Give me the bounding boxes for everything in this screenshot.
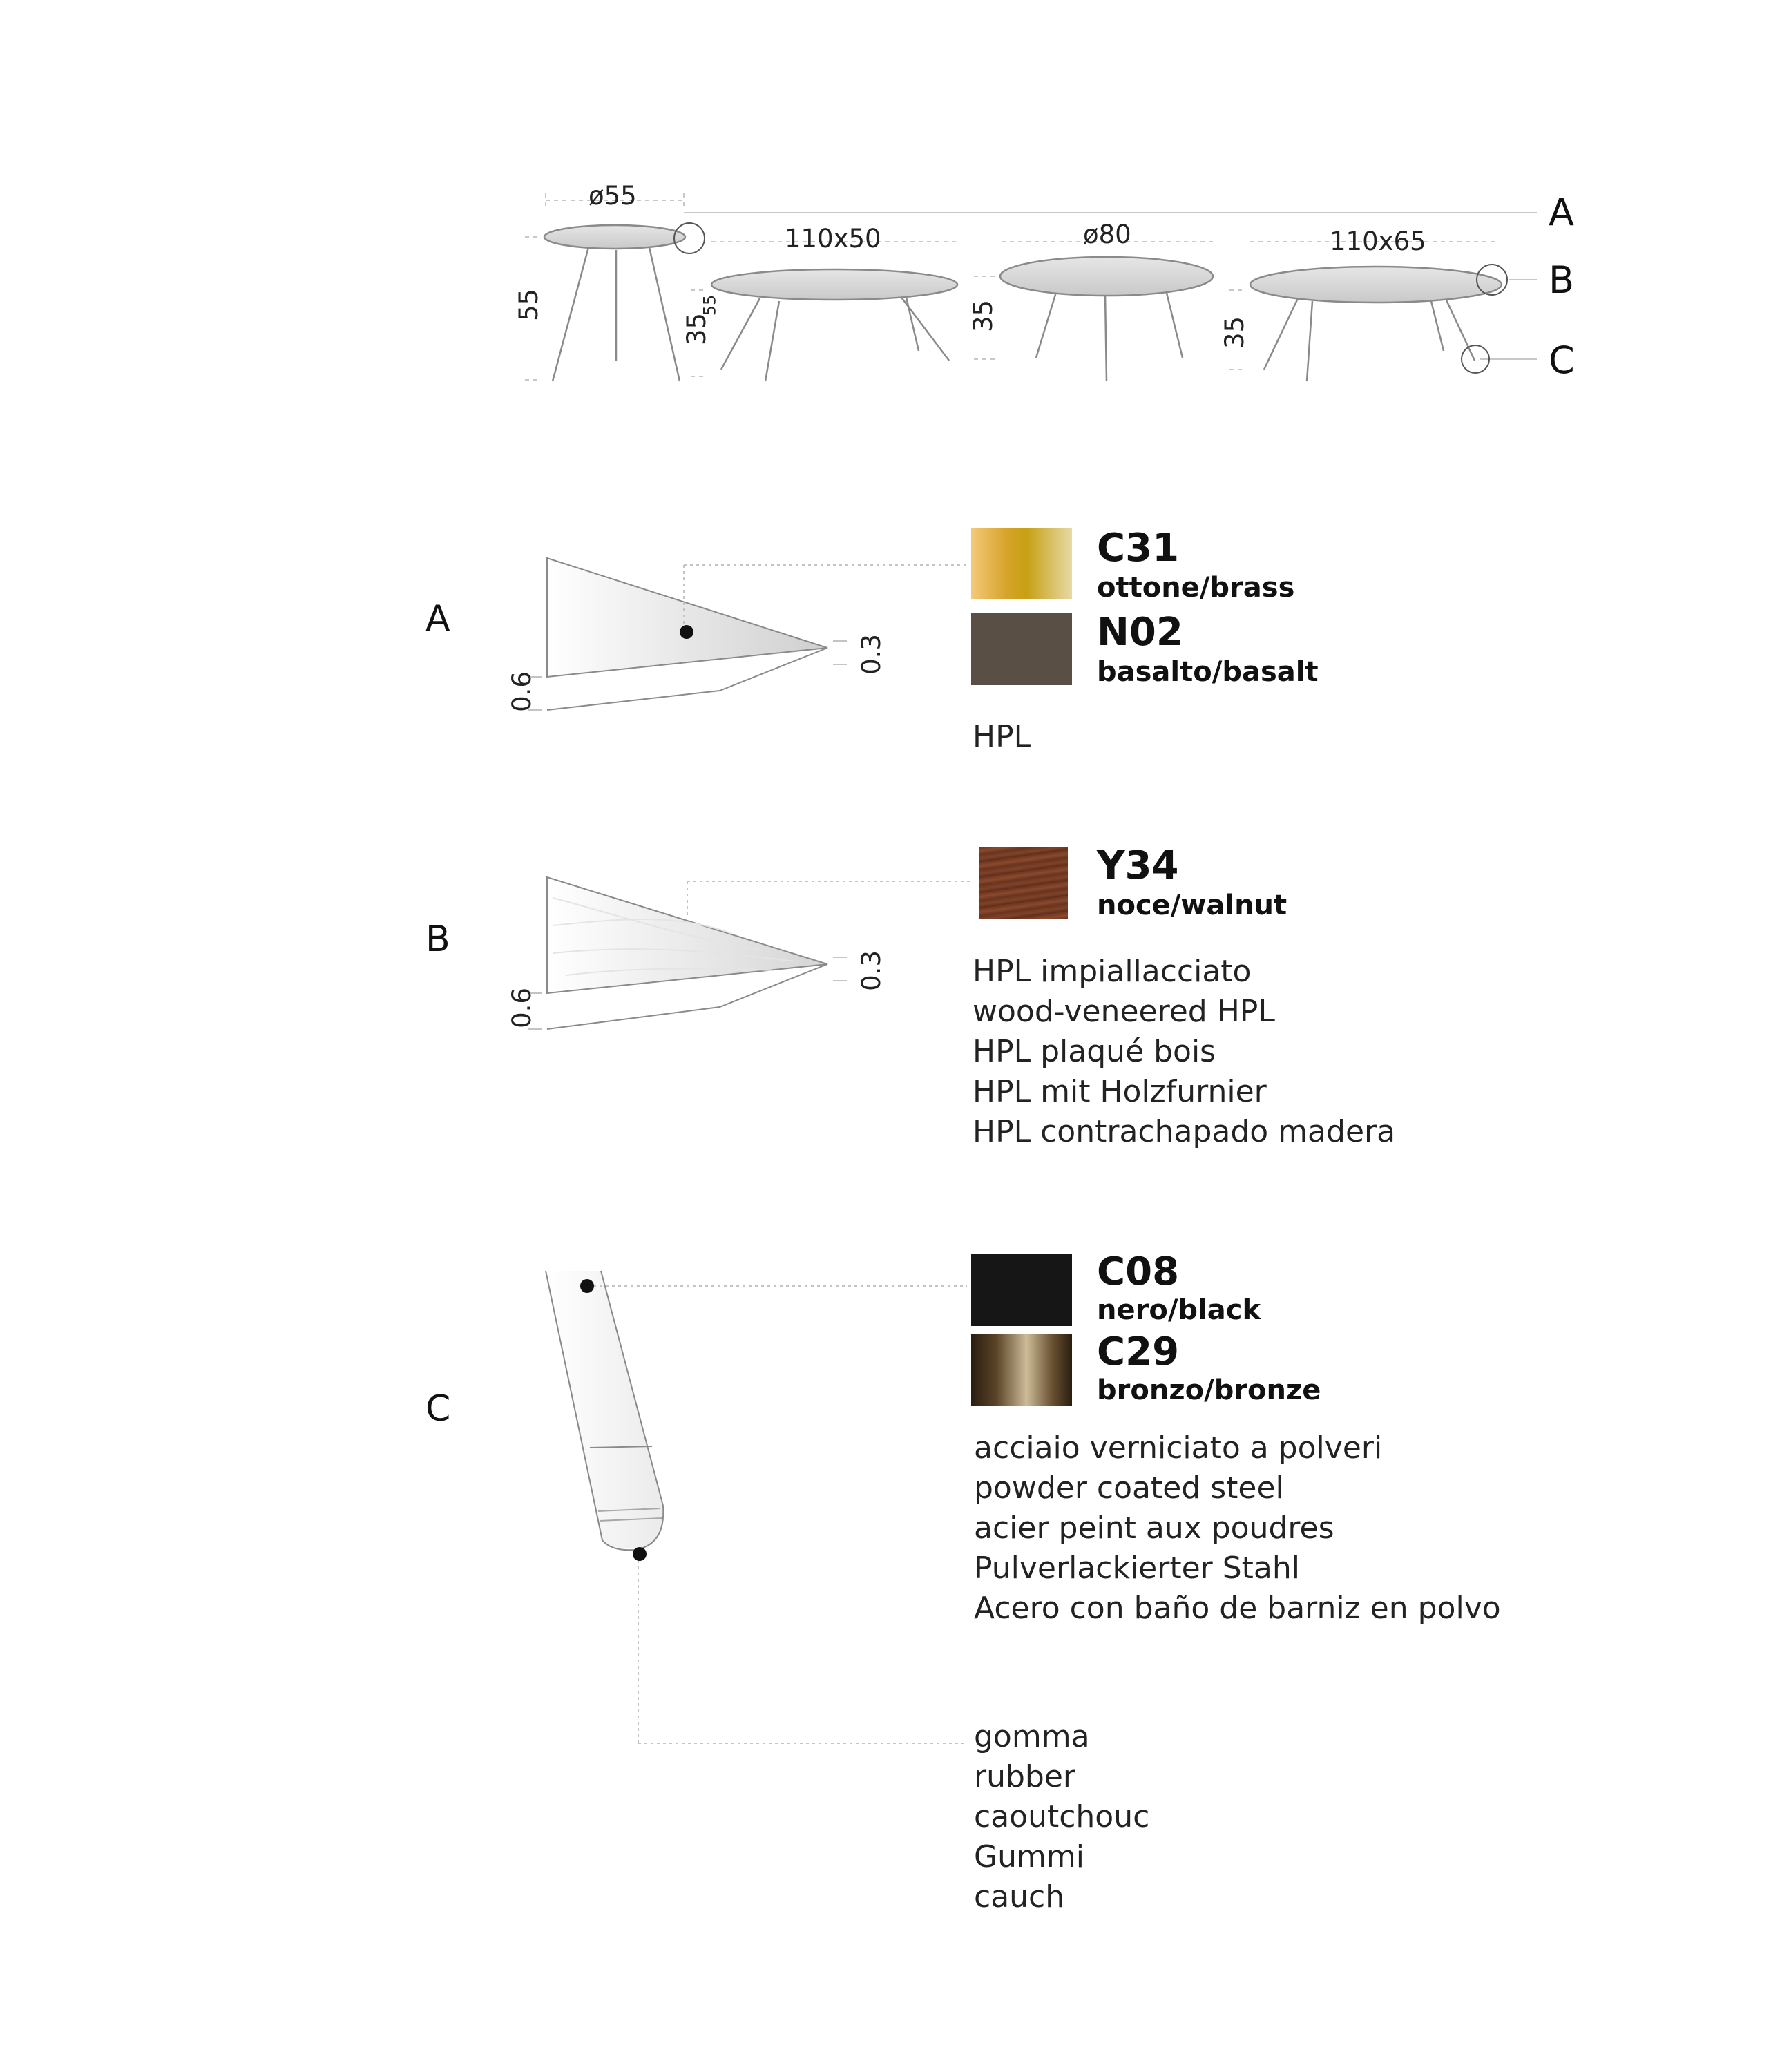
section-c-material-list [974, 1428, 1501, 1629]
finish-code-c08: C08 [1097, 1249, 1180, 1294]
finish-code-n02: N02 [1097, 610, 1183, 655]
finish-name-c08: nero/black [1097, 1294, 1261, 1326]
foot-material-fr: caoutchouc [974, 1799, 1150, 1834]
section-c-material-it: acciaio verniciato a polveri [974, 1430, 1383, 1466]
foot-material-de: Gummi [974, 1839, 1084, 1874]
section-c-material-en: powder coated steel [974, 1470, 1284, 1506]
finish-code-c31: C31 [1097, 526, 1180, 570]
callout-label-c: C [1549, 338, 1575, 382]
foot-material-en: rubber [974, 1759, 1075, 1794]
section-c-material-fr: acier peint aux poudres [974, 1510, 1334, 1546]
foot-material-list [974, 1717, 1149, 1917]
section-b-material-en: wood-veneered HPL [973, 994, 1275, 1029]
finish-name-n02: basalto/basalt [1097, 656, 1319, 688]
section-c-material-es: Acero con baño de barniz en polvo [974, 1591, 1501, 1626]
foot-material-it: gomma [974, 1719, 1090, 1754]
finish-code-y34: Y34 [1097, 843, 1179, 888]
leg-detail [546, 1271, 663, 1550]
finish-name-c31: ottone/brass [1097, 572, 1295, 604]
section-a-dim-left: 0.6 [506, 671, 537, 712]
section-b-material-es: HPL contrachapado madera [973, 1114, 1396, 1149]
dim-height-35-oval65: 35 [1220, 316, 1250, 349]
section-c-material-de: Pulverlackierter Stahl [974, 1551, 1300, 1586]
dim-height-35-oval50: 35 [682, 312, 712, 346]
section-b-letter: B [425, 919, 450, 960]
foot-material-es: cauch [974, 1879, 1065, 1915]
dim-height-35-round80: 35 [968, 299, 999, 333]
section-a-letter: A [425, 598, 450, 640]
section-c-letter: C [425, 1388, 451, 1430]
swatch-c29-bronze [971, 1334, 1072, 1406]
section-b-dim-left: 0.6 [506, 988, 537, 1028]
dim-diameter-80: ø80 [1083, 220, 1131, 249]
dim-diameter-55: ø55 [588, 181, 637, 211]
callout-label-b: B [1549, 258, 1575, 302]
section-b-material-fr: HPL plaqué bois [973, 1034, 1216, 1069]
section-b-material-de: HPL mit Holzfurnier [973, 1074, 1267, 1109]
section-a-dim-right: 0.3 [856, 634, 886, 675]
dim-height-55: 55 [514, 288, 544, 322]
dim-size-110x50: 110x50 [785, 224, 881, 253]
leg-point-steel [580, 1279, 594, 1293]
callout-label-a: A [1549, 191, 1574, 234]
dim-height-55-small: 55 [700, 294, 720, 316]
finish-name-c29: bronzo/bronze [1097, 1374, 1321, 1406]
section-b-dim-right: 0.3 [856, 950, 886, 991]
leg-point-rubber [633, 1547, 647, 1561]
section-b-material-it: HPL impiallacciato [973, 954, 1252, 989]
swatch-c08-black [971, 1254, 1072, 1326]
finish-name-y34: noce/walnut [1097, 890, 1287, 921]
finish-code-c29: C29 [1097, 1330, 1180, 1374]
section-a-material-0: HPL [973, 719, 1031, 754]
dim-size-110x65: 110x65 [1330, 227, 1426, 256]
